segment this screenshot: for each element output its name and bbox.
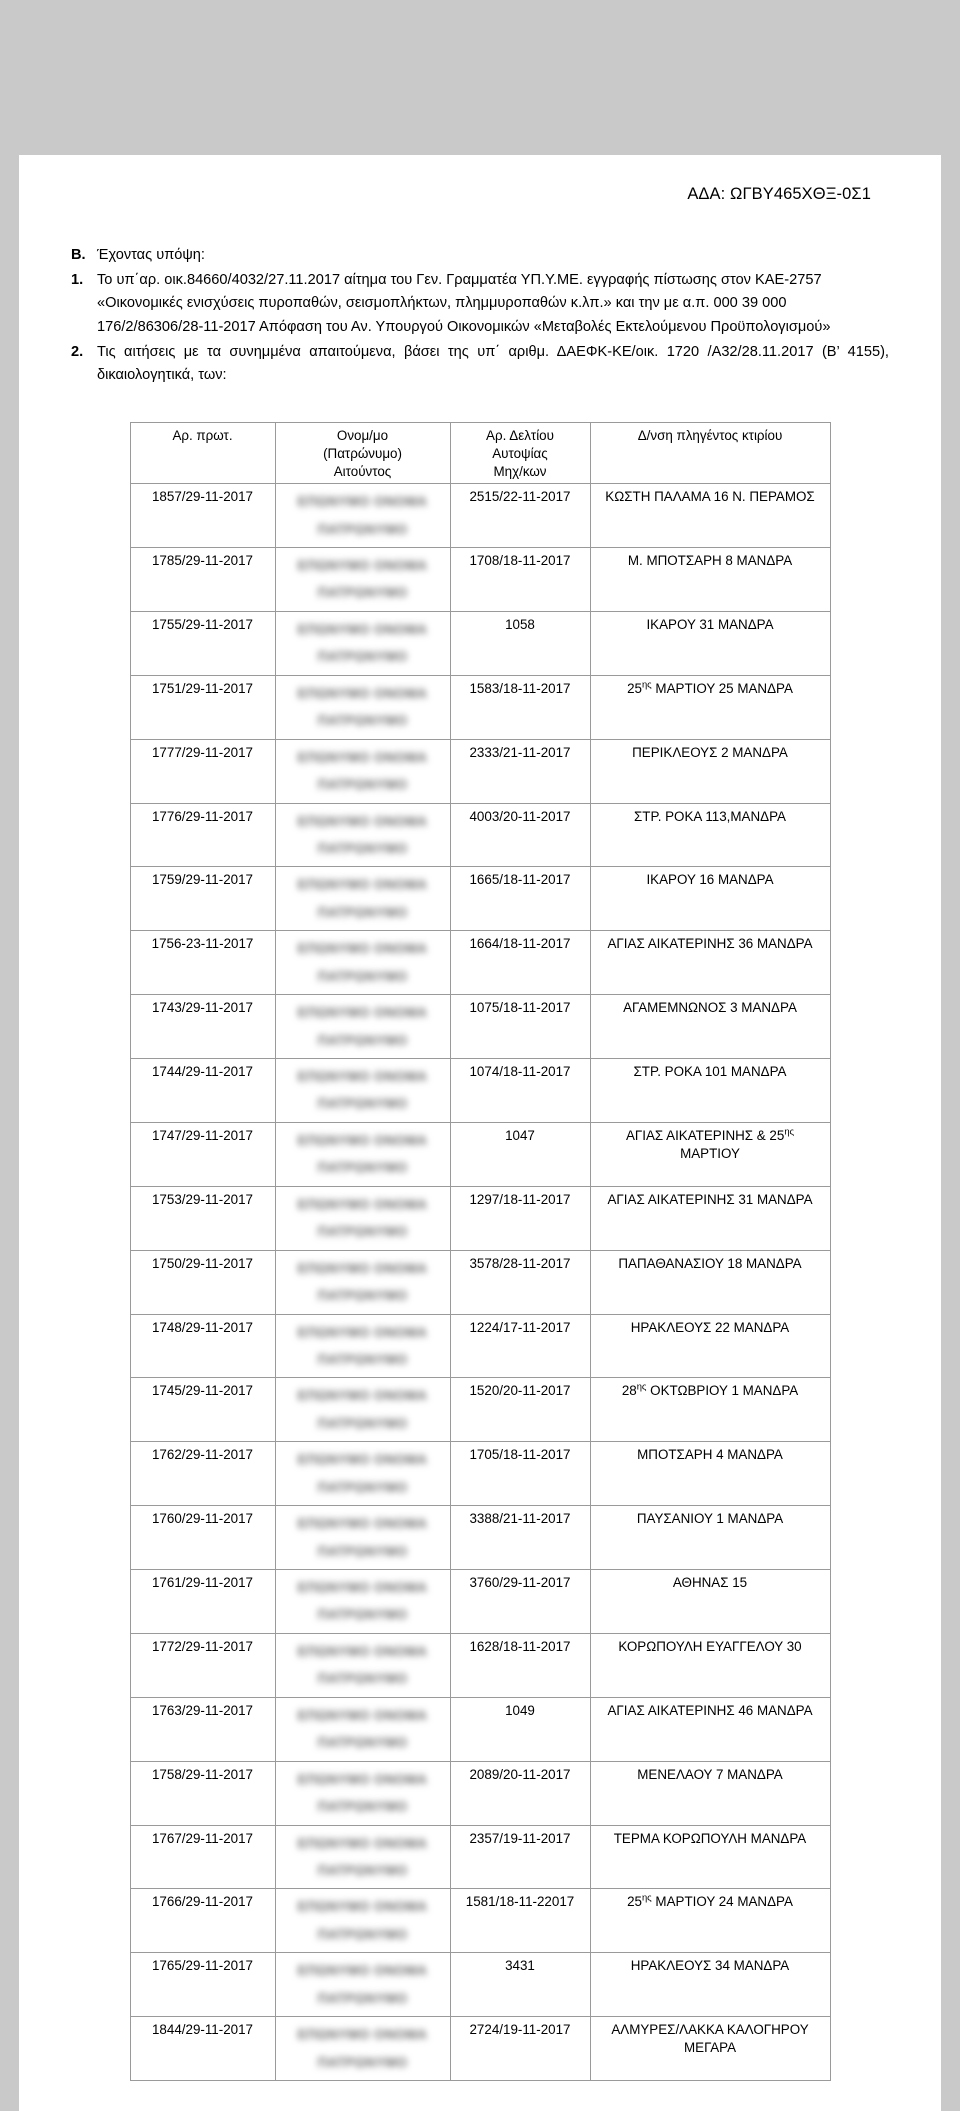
cell-protocol-number: 1758/29-11-2017 [130, 1761, 275, 1825]
cell-bulletin-number: 3388/21-11-2017 [450, 1506, 590, 1570]
cell-building-address [590, 675, 830, 739]
redacted-surname-given: ΕΠΩΝΥΜΟ ΟΝΟΜΑ [297, 1643, 428, 1659]
table-row [130, 484, 830, 548]
cell-applicant-name-redacted [275, 739, 450, 803]
redacted-surname-given: ΕΠΩΝΥΜΟ ΟΝΟΜΑ [297, 1324, 428, 1340]
redacted-patronymic: ΠΑΤΡΩΝΥΜΟ [317, 777, 408, 793]
redacted-surname-given: ΕΠΩΝΥΜΟ ΟΝΟΜΑ [297, 1899, 428, 1915]
table-body [130, 484, 830, 2081]
table-row [130, 1761, 830, 1825]
cell-applicant-name-redacted [275, 1314, 450, 1378]
redaction-blur [280, 552, 446, 607]
cell-bulletin-number: 1058 [450, 611, 590, 675]
cell-bulletin-number: 1224/17-11-2017 [450, 1314, 590, 1378]
cell-bulletin-number: 2724/19-11-2017 [450, 2017, 590, 2081]
cell-applicant-name-redacted [275, 1761, 450, 1825]
column-header-name-line2: (Πατρώνυμο) [323, 445, 402, 461]
preamble-heading [71, 244, 889, 268]
cell-applicant-name-redacted [275, 484, 450, 548]
cell-applicant-name-redacted [275, 1186, 450, 1250]
redacted-surname-given: ΕΠΩΝΥΜΟ ΟΝΟΜΑ [297, 1707, 428, 1723]
redacted-patronymic: ΠΑΤΡΩΝΥΜΟ [317, 1415, 408, 1431]
redacted-patronymic: ΠΑΤΡΩΝΥΜΟ [317, 1735, 408, 1751]
cell-protocol-number: 1766/29-11-2017 [130, 1889, 275, 1953]
cell-applicant-name-redacted [275, 931, 450, 995]
cell-protocol-number: 1759/29-11-2017 [130, 867, 275, 931]
table-row [130, 2017, 830, 2081]
redacted-patronymic: ΠΑΤΡΩΝΥΜΟ [317, 1926, 408, 1942]
table-row [130, 739, 830, 803]
column-header-name [275, 422, 450, 483]
redacted-patronymic: ΠΑΤΡΩΝΥΜΟ [317, 1862, 408, 1878]
redaction-blur [280, 1319, 446, 1374]
cell-bulletin-number: 3431 [450, 1953, 590, 2017]
redacted-surname-given: ΕΠΩΝΥΜΟ ΟΝΟΜΑ [297, 1260, 428, 1276]
redacted-surname-given: ΕΠΩΝΥΜΟ ΟΝΟΜΑ [297, 2027, 428, 2043]
cell-protocol-number: 1743/29-11-2017 [130, 995, 275, 1059]
column-header-protocol-line1: Αρ. πρωτ. [172, 427, 233, 443]
cell-building-address: ΑΓΙΑΣ ΑΙΚΑΤΕΡΙΝΗΣ 36 ΜΑΝΔΡΑ [590, 931, 830, 995]
redacted-patronymic: ΠΑΤΡΩΝΥΜΟ [317, 1224, 408, 1240]
address-prefix: 28 [621, 1383, 637, 1399]
redacted-patronymic: ΠΑΤΡΩΝΥΜΟ [317, 840, 408, 856]
redaction-blur [280, 1766, 446, 1821]
cell-protocol-number: 1762/29-11-2017 [130, 1442, 275, 1506]
cell-protocol-number: 1767/29-11-2017 [130, 1825, 275, 1889]
redacted-patronymic: ΠΑΤΡΩΝΥΜΟ [317, 1160, 408, 1176]
redaction-blur [280, 1702, 446, 1757]
redacted-surname-given: ΕΠΩΝΥΜΟ ΟΝΟΜΑ [297, 494, 428, 510]
cell-protocol-number: 1755/29-11-2017 [130, 611, 275, 675]
cell-building-address [590, 2017, 830, 2081]
cell-applicant-name-redacted [275, 1633, 450, 1697]
redacted-surname-given: ΕΠΩΝΥΜΟ ΟΝΟΜΑ [297, 621, 428, 637]
table-row [130, 1442, 830, 1506]
cell-building-address: ΠΕΡΙΚΛΕΟΥΣ 2 ΜΑΝΔΡΑ [590, 739, 830, 803]
cell-bulletin-number: 4003/20-11-2017 [450, 803, 590, 867]
cell-applicant-name-redacted [275, 1570, 450, 1634]
redaction-blur [280, 1255, 446, 1310]
cell-applicant-name-redacted [275, 2017, 450, 2081]
applications-table [130, 422, 831, 2081]
preamble-item-1-text: Το υπ΄αρ. οικ.84660/4032/27.11.2017 αίτημα του Γεν. Γραμματέα ΥΠ.Υ.ΜΕ. εγγραφής πίστωσης στον ΚΑΕ-2757 «Οικονομικές ενισχύσεις πυροπαθών, σεισμοπλήκτων, πλημμυροπαθών κ.λπ.» και την με α.π. 000 39 000 176/2/86306/28-11-2017 Απόφαση του Αν. Υπουργού Οικονομικών «Μεταβολές Εκτελούμενου Προϋπολογισμού» [97, 271, 831, 335]
redacted-patronymic: ΠΑΤΡΩΝΥΜΟ [317, 521, 408, 537]
redaction-blur [280, 1830, 446, 1885]
cell-building-address: ΤΕΡΜΑ ΚΟΡΩΠΟΥΛΗ ΜΑΝΔΡΑ [590, 1825, 830, 1889]
redacted-patronymic: ΠΑΤΡΩΝΥΜΟ [317, 1351, 408, 1367]
redaction-blur [280, 1127, 446, 1182]
cell-bulletin-number: 1520/20-11-2017 [450, 1378, 590, 1442]
cell-applicant-name-redacted [275, 1825, 450, 1889]
column-header-bulletin-line1: Αρ. Δελτίου [486, 427, 554, 443]
cell-building-address: ΚΩΣΤΗ ΠΑΛΑΜΑ 16 Ν. ΠΕΡΑΜΟΣ [590, 484, 830, 548]
cell-protocol-number: 1844/29-11-2017 [130, 2017, 275, 2081]
cell-bulletin-number: 3578/28-11-2017 [450, 1250, 590, 1314]
table-row [130, 1059, 830, 1123]
table-row [130, 1378, 830, 1442]
redacted-patronymic: ΠΑΤΡΩΝΥΜΟ [317, 1543, 408, 1559]
redacted-surname-given: ΕΠΩΝΥΜΟ ΟΝΟΜΑ [297, 749, 428, 765]
cell-applicant-name-redacted [275, 1889, 450, 1953]
cell-building-address [590, 1378, 830, 1442]
redacted-surname-given: ΕΠΩΝΥΜΟ ΟΝΟΜΑ [297, 1069, 428, 1084]
redaction-blur [280, 488, 446, 543]
cell-protocol-number: 1763/29-11-2017 [130, 1697, 275, 1761]
redacted-surname-given: ΕΠΩΝΥΜΟ ΟΝΟΜΑ [297, 941, 428, 957]
redacted-surname-given: ΕΠΩΝΥΜΟ ΟΝΟΜΑ [297, 813, 428, 829]
cell-bulletin-number: 1705/18-11-2017 [450, 1442, 590, 1506]
address-prefix: 25 [627, 680, 642, 696]
cell-bulletin-number: 2089/20-11-2017 [450, 1761, 590, 1825]
ada-reference-number: ΑΔΑ: ΩΓΒΥ465ΧΘΞ-0Σ1 [687, 185, 871, 203]
redaction-blur [280, 616, 446, 671]
redaction-blur [280, 999, 446, 1054]
preamble-item-2 [71, 341, 889, 388]
preamble-section-title: Έχοντας υπόψη: [97, 247, 205, 263]
redacted-patronymic: ΠΑΤΡΩΝΥΜΟ [317, 585, 408, 601]
redacted-patronymic: ΠΑΤΡΩΝΥΜΟ [317, 968, 408, 984]
cell-applicant-name-redacted [275, 548, 450, 612]
redacted-surname-given: ΕΠΩΝΥΜΟ ΟΝΟΜΑ [297, 685, 428, 701]
table-header-row [130, 422, 830, 483]
table-row [130, 1633, 830, 1697]
table-row [130, 867, 830, 931]
table-row [130, 1314, 830, 1378]
cell-building-address: ΗΡΑΚΛΕΟΥΣ 34 ΜΑΝΔΡΑ [590, 1953, 830, 2017]
cell-protocol-number: 1785/29-11-2017 [130, 548, 275, 612]
cell-bulletin-number: 1074/18-11-2017 [450, 1059, 590, 1123]
redaction-blur [280, 808, 446, 863]
cell-applicant-name-redacted [275, 803, 450, 867]
redacted-patronymic: ΠΑΤΡΩΝΥΜΟ [317, 1671, 408, 1687]
table-row [130, 611, 830, 675]
redacted-surname-given: ΕΠΩΝΥΜΟ ΟΝΟΜΑ [297, 1452, 428, 1468]
table-row [130, 1122, 830, 1186]
cell-bulletin-number: 2357/19-11-2017 [450, 1825, 590, 1889]
cell-protocol-number: 1857/29-11-2017 [130, 484, 275, 548]
cell-protocol-number: 1747/29-11-2017 [130, 1122, 275, 1186]
cell-building-address: ΣΤΡ. ΡΟΚΑ 101 ΜΑΝΔΡΑ [590, 1059, 830, 1123]
cell-building-address: ΗΡΑΚΛΕΟΥΣ 22 ΜΑΝΔΡΑ [590, 1314, 830, 1378]
redaction-blur [280, 1446, 446, 1501]
redaction-blur [280, 1893, 446, 1948]
redacted-surname-given: ΕΠΩΝΥΜΟ ΟΝΟΜΑ [297, 1835, 428, 1851]
redaction-blur [280, 1638, 446, 1693]
preamble-item-2-text: Τις αιτήσεις με τα συνημμένα απαιτούμενα, βάσει της υπ΄ αριθμ. ΔΑΕΦΚ-ΚΕ/οικ. 1720 /Α32/28.11.2017 (Β’ 4155), δικαιολογητικά, των: [97, 343, 889, 384]
redacted-patronymic: ΠΑΤΡΩΝΥΜΟ [317, 1990, 408, 2006]
cell-applicant-name-redacted [275, 675, 450, 739]
column-header-bulletin [450, 422, 590, 483]
table-row [130, 995, 830, 1059]
cell-bulletin-number: 1047 [450, 1122, 590, 1186]
cell-building-address: ΑΓΙΑΣ ΑΙΚΑΤΕΡΙΝΗΣ 46 ΜΑΝΔΡΑ [590, 1697, 830, 1761]
cell-protocol-number: 1744/29-11-2017 [130, 1059, 275, 1123]
redaction-blur [280, 871, 446, 926]
redaction-blur [280, 1063, 446, 1118]
cell-building-address: ΜΕΝΕΛΑΟΥ 7 ΜΑΝΔΡΑ [590, 1761, 830, 1825]
table-row [130, 803, 830, 867]
address-prefix: ΑΓΙΑΣ ΑΙΚΑΤΕΡΙΝΗΣ & 25 [625, 1127, 785, 1143]
cell-bulletin-number: 1581/18-11-22017 [450, 1889, 590, 1953]
cell-building-address: ΠΑΠΑΘΑΝΑΣΙΟΥ 18 ΜΑΝΔΡΑ [590, 1250, 830, 1314]
address-ordinal-suffix: ης [636, 1380, 647, 1392]
cell-bulletin-number: 1665/18-11-2017 [450, 867, 590, 931]
redacted-surname-given: ΕΠΩΝΥΜΟ ΟΝΟΜΑ [297, 1196, 428, 1212]
redaction-blur [280, 935, 446, 990]
cell-building-address: ΚΟΡΩΠΟΥΛΗ ΕΥΑΓΓΕΛΟΥ 30 [590, 1633, 830, 1697]
redacted-surname-given: ΕΠΩΝΥΜΟ ΟΝΟΜΑ [297, 1771, 428, 1787]
redacted-surname-given: ΕΠΩΝΥΜΟ ΟΝΟΜΑ [297, 1963, 428, 1979]
table-row [130, 1570, 830, 1634]
cell-protocol-number: 1777/29-11-2017 [130, 739, 275, 803]
table-row [130, 1953, 830, 2017]
redaction-blur [280, 1510, 446, 1565]
address-rest: ΜΑΡΤΙΟΥ 24 ΜΑΝΔΡΑ [651, 1894, 793, 1910]
document-page [19, 155, 941, 2111]
cell-protocol-number: 1753/29-11-2017 [130, 1186, 275, 1250]
redaction-blur [280, 1382, 446, 1437]
redacted-patronymic: ΠΑΤΡΩΝΥΜΟ [317, 1288, 408, 1304]
cell-bulletin-number: 2333/21-11-2017 [450, 739, 590, 803]
cell-applicant-name-redacted [275, 995, 450, 1059]
preamble-section-marker: B. [71, 247, 86, 263]
cell-building-address: ΜΠΟΤΣΑΡΗ 4 ΜΑΝΔΡΑ [590, 1442, 830, 1506]
cell-bulletin-number: 1628/18-11-2017 [450, 1633, 590, 1697]
cell-applicant-name-redacted [275, 1953, 450, 2017]
cell-protocol-number: 1776/29-11-2017 [130, 803, 275, 867]
redacted-surname-given: ΕΠΩΝΥΜΟ ΟΝΟΜΑ [297, 558, 428, 573]
cell-applicant-name-redacted [275, 867, 450, 931]
cell-building-address: ΣΤΡ. ΡΟΚΑ 113,ΜΑΝΔΡΑ [590, 803, 830, 867]
cell-protocol-number: 1765/29-11-2017 [130, 1953, 275, 2017]
cell-bulletin-number: 1583/18-11-2017 [450, 675, 590, 739]
address-ordinal-suffix: ης [641, 678, 652, 690]
table-row [130, 1186, 830, 1250]
address-ordinal-suffix: ης [784, 1125, 795, 1137]
cell-bulletin-number: 3760/29-11-2017 [450, 1570, 590, 1634]
cell-building-address: Μ. ΜΠΟΤΣΑΡΗ 8 ΜΑΝΔΡΑ [590, 548, 830, 612]
redacted-surname-given: ΕΠΩΝΥΜΟ ΟΝΟΜΑ [297, 1388, 428, 1404]
redacted-patronymic: ΠΑΤΡΩΝΥΜΟ [317, 649, 408, 665]
column-header-bulletin-line3: Μηχ/κων [493, 464, 547, 480]
cell-building-address [590, 1889, 830, 1953]
cell-applicant-name-redacted [275, 1378, 450, 1442]
cell-applicant-name-redacted [275, 1122, 450, 1186]
column-header-address [590, 422, 830, 483]
address-second-line: ΜΕΓΑΡΑ [683, 2040, 737, 2056]
redacted-patronymic: ΠΑΤΡΩΝΥΜΟ [317, 1799, 408, 1815]
preamble-item-1 [71, 269, 889, 340]
address-prefix: 25 [627, 1894, 642, 1910]
redacted-surname-given: ΕΠΩΝΥΜΟ ΟΝΟΜΑ [297, 1005, 428, 1021]
cell-bulletin-number: 1075/18-11-2017 [450, 995, 590, 1059]
cell-applicant-name-redacted [275, 611, 450, 675]
cell-building-address: ΑΓΑΜΕΜΝΩΝΟΣ 3 ΜΑΝΔΡΑ [590, 995, 830, 1059]
cell-protocol-number: 1756-23-11-2017 [130, 931, 275, 995]
redaction-blur [280, 1574, 446, 1629]
cell-building-address: ΙΚΑΡΟΥ 16 ΜΑΝΔΡΑ [590, 867, 830, 931]
cell-protocol-number: 1751/29-11-2017 [130, 675, 275, 739]
table-row [130, 1889, 830, 1953]
address-second-line: ΜΑΡΤΙΟΥ [680, 1145, 740, 1161]
preamble-item-1-marker: 1. [71, 271, 84, 288]
cell-protocol-number: 1750/29-11-2017 [130, 1250, 275, 1314]
cell-building-address: ΑΓΙΑΣ ΑΙΚΑΤΕΡΙΝΗΣ 31 ΜΑΝΔΡΑ [590, 1186, 830, 1250]
redacted-patronymic: ΠΑΤΡΩΝΥΜΟ [317, 904, 408, 920]
redaction-blur [280, 744, 446, 799]
redacted-surname-given: ΕΠΩΝΥΜΟ ΟΝΟΜΑ [297, 1580, 428, 1595]
table-row [130, 675, 830, 739]
table-row [130, 931, 830, 995]
cell-applicant-name-redacted [275, 1442, 450, 1506]
cell-protocol-number: 1748/29-11-2017 [130, 1314, 275, 1378]
cell-protocol-number: 1760/29-11-2017 [130, 1506, 275, 1570]
cell-applicant-name-redacted [275, 1506, 450, 1570]
redaction-blur [280, 1957, 446, 2012]
address-prefix: ΑΛΜΥΡΕΣ/ΛΑΚΚΑ ΚΑΛΟΓΗΡΟΥ [611, 2022, 809, 2038]
column-header-protocol [130, 422, 275, 483]
column-header-name-line1: Ονομ/μο [336, 427, 389, 443]
table-header [130, 422, 830, 483]
cell-bulletin-number: 1297/18-11-2017 [450, 1186, 590, 1250]
redacted-patronymic: ΠΑΤΡΩΝΥΜΟ [317, 1607, 408, 1623]
table-row [130, 1506, 830, 1570]
redacted-patronymic: ΠΑΤΡΩΝΥΜΟ [317, 1096, 408, 1112]
redaction-blur [280, 680, 446, 735]
table-row [130, 548, 830, 612]
redacted-patronymic: ΠΑΤΡΩΝΥΜΟ [317, 1479, 408, 1495]
redacted-surname-given: ΕΠΩΝΥΜΟ ΟΝΟΜΑ [297, 877, 428, 893]
cell-building-address: ΠΑΥΣΑΝΙΟΥ 1 ΜΑΝΔΡΑ [590, 1506, 830, 1570]
cell-protocol-number: 1761/29-11-2017 [130, 1570, 275, 1634]
cell-protocol-number: 1745/29-11-2017 [130, 1378, 275, 1442]
preamble-item-2-marker: 2. [71, 343, 84, 360]
redacted-surname-given: ΕΠΩΝΥΜΟ ΟΝΟΜΑ [297, 1132, 428, 1148]
table-row [130, 1250, 830, 1314]
redacted-surname-given: ΕΠΩΝΥΜΟ ΟΝΟΜΑ [297, 1516, 428, 1532]
cell-building-address: ΑΘΗΝΑΣ 15 [590, 1570, 830, 1634]
redacted-patronymic: ΠΑΤΡΩΝΥΜΟ [317, 2054, 408, 2070]
column-header-address-line1: Δ/νση πληγέντος κτιρίου [637, 427, 783, 443]
redacted-patronymic: ΠΑΤΡΩΝΥΜΟ [317, 1032, 408, 1048]
cell-bulletin-number: 1664/18-11-2017 [450, 931, 590, 995]
cell-building-address [590, 1122, 830, 1186]
cell-bulletin-number: 2515/22-11-2017 [450, 484, 590, 548]
cell-building-address: ΙΚΑΡΟΥ 31 ΜΑΝΔΡΑ [590, 611, 830, 675]
column-header-bulletin-line2: Αυτοψίας [492, 445, 548, 461]
cell-bulletin-number: 1708/18-11-2017 [450, 548, 590, 612]
redaction-blur [280, 2021, 446, 2076]
preamble-section [71, 244, 889, 388]
cell-bulletin-number: 1049 [450, 1697, 590, 1761]
address-ordinal-suffix: ης [641, 1891, 652, 1903]
address-rest: ΟΚΤΩΒΡΙΟΥ 1 ΜΑΝΔΡΑ [646, 1383, 799, 1399]
address-rest: ΜΑΡΤΙΟΥ 25 ΜΑΝΔΡΑ [651, 680, 793, 696]
redaction-blur [280, 1191, 446, 1246]
cell-applicant-name-redacted [275, 1059, 450, 1123]
cell-applicant-name-redacted [275, 1250, 450, 1314]
cell-protocol-number: 1772/29-11-2017 [130, 1633, 275, 1697]
redacted-patronymic: ΠΑΤΡΩΝΥΜΟ [317, 713, 408, 729]
table-row [130, 1825, 830, 1889]
column-header-name-line3: Αιτούντος [333, 464, 392, 480]
